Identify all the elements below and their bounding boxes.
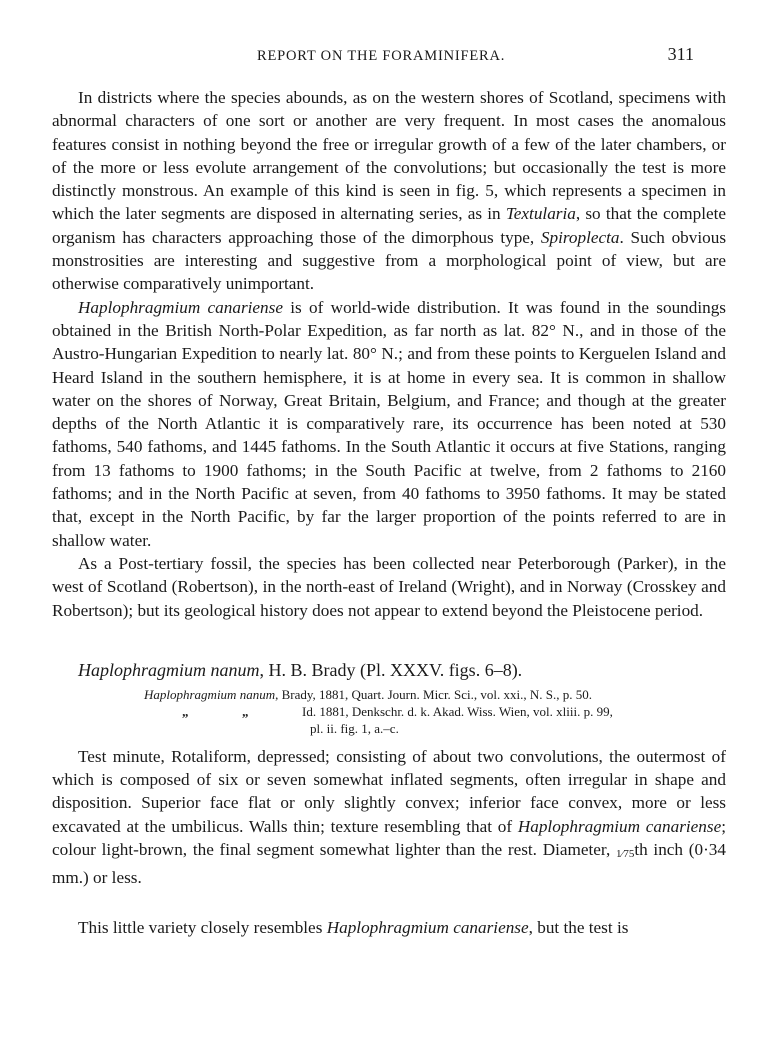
running-title: REPORT ON THE FORAMINIFERA. — [257, 48, 506, 64]
synonymy-references — [52, 686, 726, 737]
paragraph-fossil: As a Post-tertiary fossil, the species has been collected near Peterborough (Parker), in the west of Scotland (Robertson), in the north-east of Ireland (Wright), and in Norway (Crosskey and Robertson); but its geological history does not appear to extend beyond the Pleistocene period. — [52, 553, 726, 620]
paragraph-distribution: Haplophragmium canariense is of world-wide distribution. It was found in the soundings obtained in the British North-Polar Expedition, as far north as lat. 82° N., and in those of the Austro-Hungarian Expedition to nearly lat. 80° N.; and from these points to Kerguelen Island and Heard Island in the southern hemisphere, it is at home in every sea. It is common in shallow water on the shores of Norway, Great Britain, Belgium, and France; and though at the greater depths of the North Atlantic it is comparatively rare, its occurrence has been noted at 530 fathoms, 540 fathoms, and 1445 fathoms. In the South Atlantic it occurs at five Stations, ranging from 13 fathoms to 1900 fathoms; in the South Pacific at twelve, from 2 fathoms to 2160 fathoms; and in the North Pacific at seven, from 40 fathoms to 3950 fathoms. It may be stated that, except in the North Pacific, by far the larger proportion of the points referred to are in shallow water. — [52, 297, 726, 550]
species-heading: Haplophragmium nanum, H. B. Brady (Pl. XXXV. figs. 6–8). — [78, 659, 523, 680]
reference-line: pl. ii. fig. 1, a.–c. — [310, 720, 399, 736]
page-number: 311 — [667, 44, 694, 64]
page-body — [52, 86, 726, 939]
paragraph-description: Test minute, Rotaliform, depressed; consisting of about two convolutions, the outermost of which is composed of six or seven somewhat inflated segments, often irregular in shape and disposition. Superior face flat or only slightly convex; inferior face convex, more or less excavated at the umbilicus. Walls thin; texture resembling that of Haplophragmium canariense; colour light-brown, the final segment somewhat lighter than the rest. Diameter, 1⁄75th inch (0·34 mm.) or less. — [52, 746, 727, 888]
paragraph-comparison: This little variety closely resembles Haplophragmium canariense, but the test is — [78, 917, 629, 937]
paragraph-abnormal-specimens: In districts where the species abounds, as on the western shores of Scotland, specimens with abnormal characters of one sort or another are very frequent. In most cases the anomalous features consist in nothing beyond the free or irregular growth of a few of the later chambers, or of the more or less evolute arrangement of the convolutions; but occasionally the test is more distinctly monstrous. An example of this kind is seen in fig. 5, which represents a specimen in which the later segments are disposed in alternating series, as in Textularia, so that the complete organism has characters approaching those of the dimorphous type, Spiroplecta. Such obvious monstrosities are interesting and suggestive from a morphological point of view, but are otherwise comparatively unimportant. — [52, 88, 727, 294]
reference-line: Haplophragmium nanum, Brady, 1881, Quart. Journ. Micr. Sci., vol. xxi., N. S., p. 50. — [144, 686, 593, 702]
reference-line: „ „ Id. 1881, Denkschr. d. k. Akad. Wiss. Wien, vol. xliii. p. 99, — [182, 703, 613, 719]
page-header — [0, 44, 776, 72]
